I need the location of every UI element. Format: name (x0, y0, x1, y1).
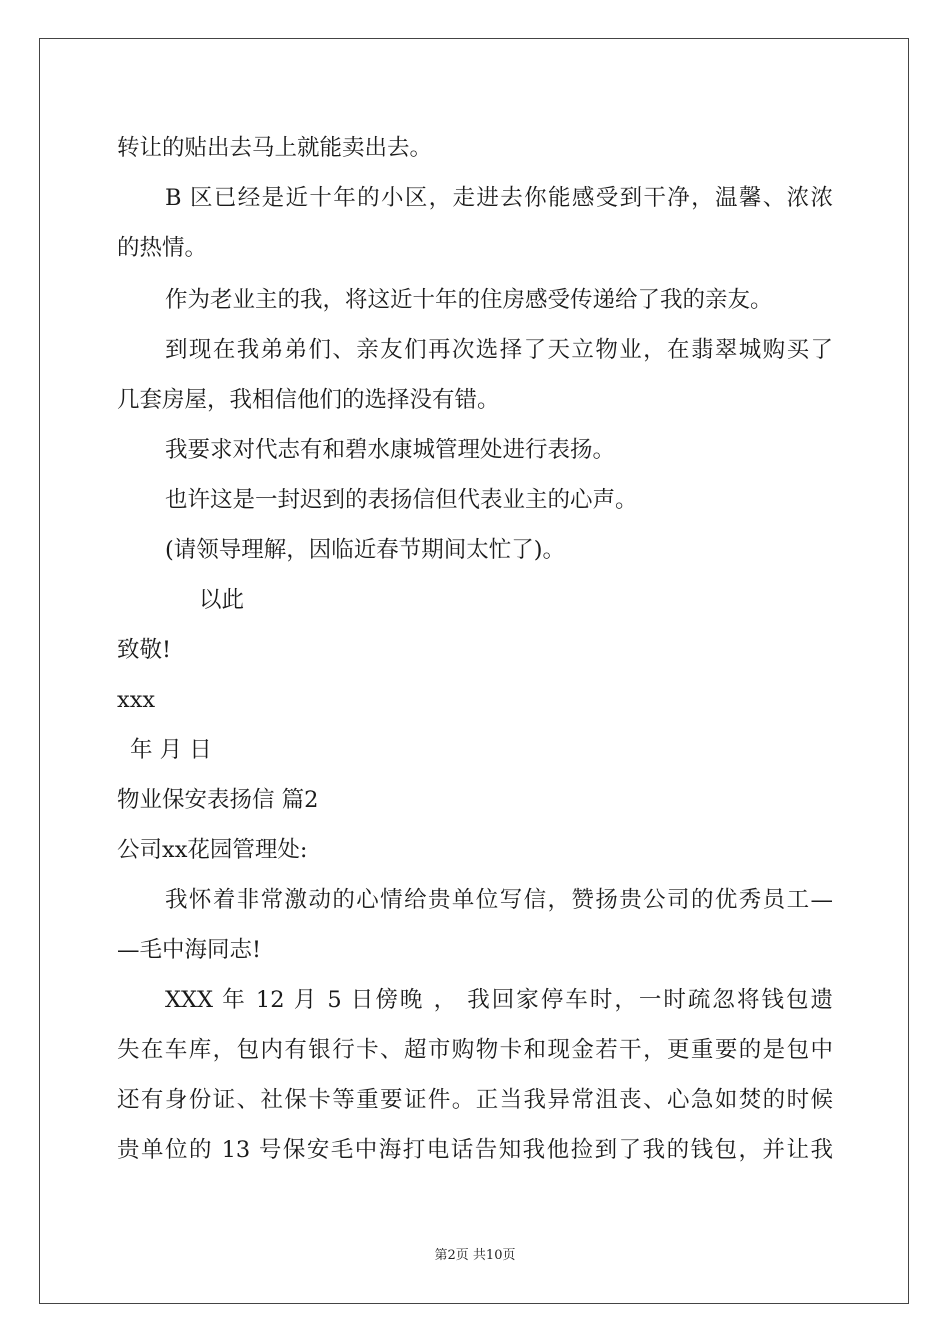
text-line: 的热情。 (117, 235, 208, 261)
text-line: 年 月 日 (130, 737, 212, 763)
text-line: 公司xx花园管理处: (117, 837, 308, 863)
text-line: 以此 (199, 587, 245, 613)
text-line: B 区已经是近十年的小区，走进去你能感受到干净，温馨、浓浓 (165, 185, 833, 211)
text-line: XXX 年 12 月 5 日傍晚 ， 我回家停车时，一时疏忽将钱包遗 (165, 987, 833, 1013)
text-line: 转让的贴出去马上就能卖出去。 (117, 135, 433, 161)
page-footer: 第2页 共10页 (434, 1248, 516, 1263)
section-heading: 物业保安表扬信 篇2 (117, 787, 319, 813)
text-line: xxx (117, 687, 156, 713)
text-line: 作为老业主的我，将这近十年的住房感受传递给了我的亲友。 (165, 287, 773, 313)
text-line: 失在车库，包内有银行卡、超市购物卡和现金若干，更重要的是包中 (117, 1037, 833, 1063)
text-line: 还有身份证、社保卡等重要证件。正当我异常沮丧、心急如焚的时候 (117, 1087, 833, 1113)
text-line: 我要求对代志有和碧水康城管理处进行表扬。 (165, 437, 616, 463)
text-line: 我怀着非常激动的心情给贵单位写信，赞扬贵公司的优秀员工— (165, 887, 833, 913)
text-line: 到现在我弟弟们、亲友们再次选择了天立物业，在翡翠城购买了 (165, 337, 833, 363)
text-line: 也许这是一封迟到的表扬信但代表业主的心声。 (165, 487, 638, 513)
text-line: 贵单位的 13 号保安毛中海打电话告知我他捡到了我的钱包，并让我 (117, 1137, 833, 1163)
text-line: (请领导理解，因临近春节期间太忙了)。 (165, 537, 566, 563)
text-line: —毛中海同志! (117, 937, 262, 963)
text-line: 几套房屋，我相信他们的选择没有错。 (117, 387, 500, 413)
text-line: 致敬! (117, 637, 172, 663)
